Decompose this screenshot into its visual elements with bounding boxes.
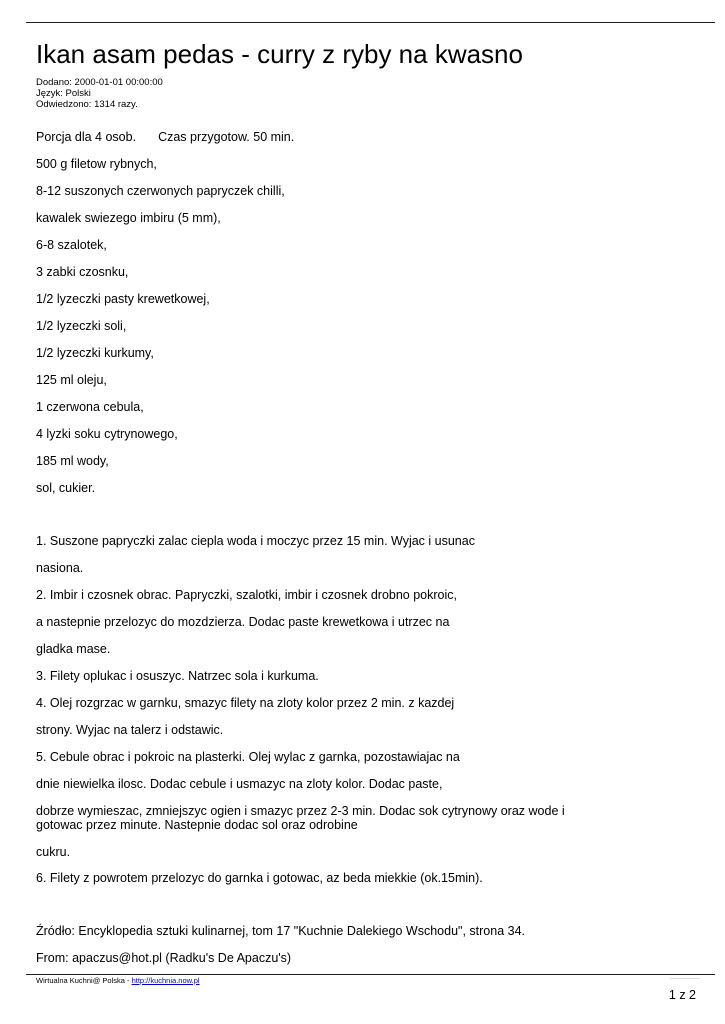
ingredient: 125 ml oleju, (36, 373, 107, 387)
step-line: dnie niewielka ilosc. Dodac cebule i usmazyc na zloty kolor. Dodac paste, (36, 777, 443, 791)
ingredient: 3 zabki czosnku, (36, 265, 129, 279)
page-title: Ikan asam pedas - curry z ryby na kwasno (36, 39, 523, 69)
page-footer (36, 976, 200, 985)
portion: Porcja dla 4 osob. (36, 130, 137, 144)
step-line: 6. Filety z powrotem przelozyc do garnka i gotowac, az beda miekkie (ok.15min). (36, 871, 483, 885)
footer-faint-mark (670, 978, 700, 979)
top-rule (26, 22, 715, 23)
step-line: 2. Imbir i czosnek obrac. Papryczki, szalotki, imbir i czosnek drobno pokroic, (36, 588, 457, 602)
page-number: 1 z 2 (668, 988, 696, 1002)
source-note: Źródło: Encyklopedia sztuki kulinarnej, tom 17 "Kuchnie Dalekiego Wschodu", strona 34. (36, 924, 525, 938)
step-line: strony. Wyjac na talerz i odstawic. (36, 723, 224, 737)
visit-count: Odwiedzono: 1314 razy. (36, 99, 138, 110)
ingredient: 8-12 suszonych czerwonych papryczek chilli, (36, 184, 285, 198)
footer-site-link[interactable]: http://kuchnia.now.pl (131, 976, 200, 985)
language: Język: Polski (36, 88, 91, 99)
ingredient: 500 g filetow rybnych, (36, 157, 157, 171)
ingredient: 1/2 lyzeczki kurkumy, (36, 346, 154, 360)
step-line: 3. Filety oplukac i osuszyc. Natrzec sola i kurkuma. (36, 669, 319, 683)
ingredient: 6-8 szalotek, (36, 238, 107, 252)
step-line: nasiona. (36, 561, 84, 575)
ingredient: 1/2 lyzeczki pasty krewetkowej, (36, 292, 210, 306)
ingredient: 1 czerwona cebula, (36, 400, 144, 414)
bottom-rule (26, 974, 715, 975)
recipe-meta (36, 77, 163, 110)
date-added: Dodano: 2000-01-01 00:00:00 (36, 77, 163, 88)
step-line: cukru. (36, 845, 71, 859)
step-line: gladka mase. (36, 642, 111, 656)
ingredient: sol, cukier. (36, 481, 96, 495)
step-line: 4. Olej rozgrzac w garnku, smazyc filety na zloty kolor przez 2 min. z kazdej (36, 696, 455, 710)
step-line: gotowac przez minute. Nastepnie dodac sol oraz odrobine (36, 818, 358, 832)
footer-site-name: Wirtualna Kuchni@ Polska - (36, 976, 132, 985)
step-line: 1. Suszone papryczki zalac ciepla woda i moczyc przez 15 min. Wyjac i usunac (36, 534, 475, 548)
prep-time: Czas przygotow. 50 min. (158, 130, 295, 144)
portion-time-line (36, 130, 294, 145)
ingredient: kawalek swiezego imbiru (5 mm), (36, 211, 221, 225)
ingredient: 4 lyzki soku cytrynowego, (36, 427, 178, 441)
step-line: 5. Cebule obrac i pokroic na plasterki. Olej wylac z garnka, pozostawiajac na (36, 750, 460, 764)
step-line: dobrze wymieszac, zmniejszyc ogien i smazyc przez 2-3 min. Dodac sok cytrynowy oraz wode i (36, 804, 565, 818)
ingredient: 185 ml wody, (36, 454, 109, 468)
ingredient: 1/2 lyzeczki soli, (36, 319, 127, 333)
step-line: a nastepnie przelozyc do mozdzierza. Dodac paste krewetkowa i utrzec na (36, 615, 450, 629)
author-note: From: apaczus@hot.pl (Radku's De Apaczu's) (36, 951, 292, 965)
